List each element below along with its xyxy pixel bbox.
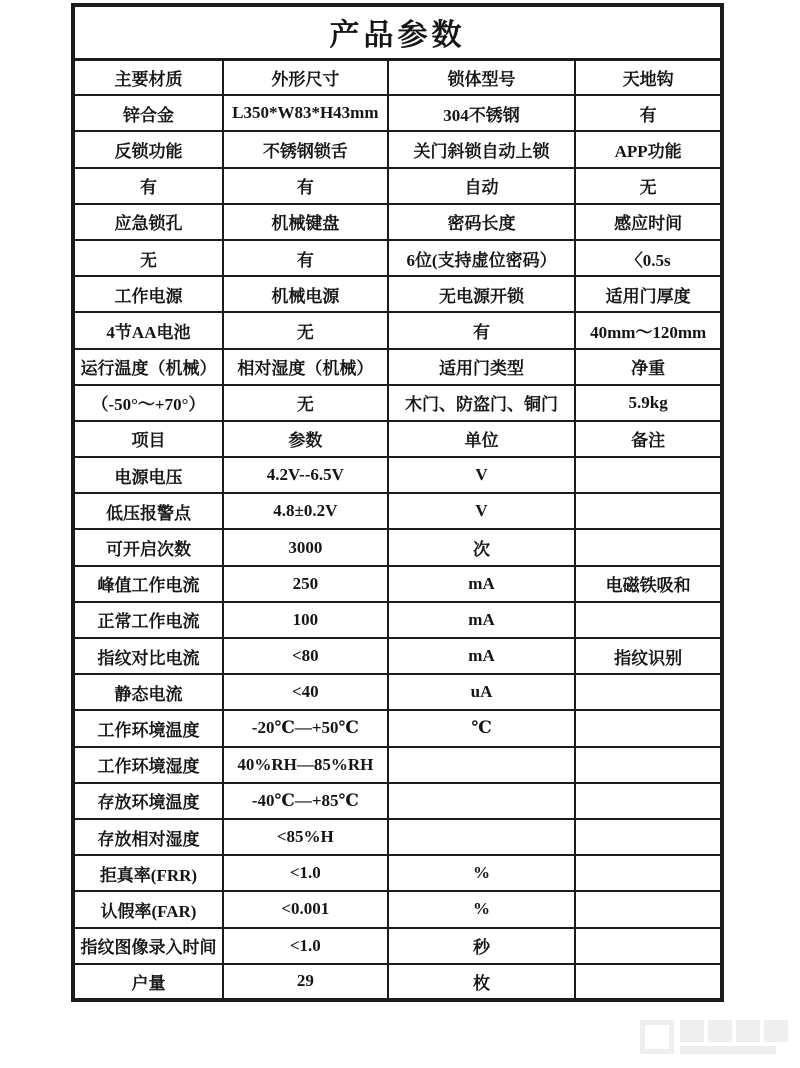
table-cell: mA [388,566,576,602]
table-cell: <1.0 [223,855,388,891]
table-cell: -20℃—+50℃ [223,710,388,746]
table-cell: （-50°～+70°） [73,385,223,421]
table-row [73,240,722,276]
table-cell: 运行温度（机械） [73,349,223,385]
table-cell: 关门斜锁自动上锁 [388,131,576,167]
watermark [640,1014,792,1060]
table-cell: 指纹识别 [575,638,722,674]
table-cell: <40 [223,674,388,710]
page-title: 产品参数 [73,5,722,59]
table-cell: <1.0 [223,928,388,964]
table-cell: 枚 [388,964,576,1000]
table-cell [575,710,722,746]
table-cell: mA [388,602,576,638]
table-cell [575,891,722,927]
table-cell: 304不锈钢 [388,95,576,131]
table-row [73,674,722,710]
table-cell [388,783,576,819]
table-row [73,204,722,240]
table-row [73,529,722,565]
table-row [73,819,722,855]
table-cell: 工作环境湿度 [73,747,223,783]
table-cell [575,747,722,783]
table-cell [575,928,722,964]
table-cell: 感应时间 [575,204,722,240]
table-cell: 有 [73,168,223,204]
table-cell: 有 [388,312,576,348]
table-cell: 4节AA电池 [73,312,223,348]
table-cell [575,819,722,855]
table-cell: 户量 [73,964,223,1000]
table-cell: 反锁功能 [73,131,223,167]
table-cell: 无 [575,168,722,204]
table-cell: <85%H [223,819,388,855]
table-row [73,385,722,421]
table-cell: 主要材质 [73,59,223,95]
table-row [73,928,722,964]
table-cell: 4.2V--6.5V [223,457,388,493]
table-cell: 正常工作电流 [73,602,223,638]
table-cell: 不锈钢锁舌 [223,131,388,167]
table-cell: 存放环境温度 [73,783,223,819]
table-cell [388,747,576,783]
table-cell: 相对湿度（机械） [223,349,388,385]
table-cell: V [388,457,576,493]
table-cell: 自动 [388,168,576,204]
table-cell: 无 [223,385,388,421]
table-row [73,964,722,1000]
table-cell: 适用门厚度 [575,276,722,312]
table-row [73,59,722,95]
table-cell: <0.001 [223,891,388,927]
table-cell: 3000 [223,529,388,565]
table-cell: 认假率(FAR) [73,891,223,927]
table-cell: 无 [223,312,388,348]
table-cell: L350*W83*H43mm [223,95,388,131]
table-row [73,312,722,348]
table-row [73,783,722,819]
table-cell: % [388,891,576,927]
product-params-table [71,3,724,1002]
table-cell: 无 [73,240,223,276]
table-cell: 指纹图像录入时间 [73,928,223,964]
table-cell [575,602,722,638]
table-cell [575,674,722,710]
table-cell: V [388,493,576,529]
table-cell: 无电源开锁 [388,276,576,312]
table-cell: 机械电源 [223,276,388,312]
table-cell: 峰值工作电流 [73,566,223,602]
watermark-text-shapes [680,1020,792,1054]
table-cell: 次 [388,529,576,565]
table-cell: 指纹对比电流 [73,638,223,674]
table-cell: <80 [223,638,388,674]
table-cell: 适用门类型 [388,349,576,385]
table-body [73,59,722,1000]
table-row [73,131,722,167]
table-cell: % [388,855,576,891]
table-cell: 可开启次数 [73,529,223,565]
table-cell: 参数 [223,421,388,457]
table-cell: 4.8±0.2V [223,493,388,529]
table-cell: 净重 [575,349,722,385]
table-cell: 100 [223,602,388,638]
table-row [73,891,722,927]
table-cell: 250 [223,566,388,602]
table-row [73,602,722,638]
table-row [73,638,722,674]
table-row [73,457,722,493]
table-row [73,421,722,457]
table-cell: 单位 [388,421,576,457]
table-cell: 工作电源 [73,276,223,312]
table-cell: 项目 [73,421,223,457]
table-cell: 5.9kg [575,385,722,421]
table-row [73,493,722,529]
table-row [73,276,722,312]
table-cell: mA [388,638,576,674]
table-cell: 外形尺寸 [223,59,388,95]
table-cell: 应急锁孔 [73,204,223,240]
table-cell [575,457,722,493]
table-cell: uA [388,674,576,710]
table-row [73,349,722,385]
table-cell [575,783,722,819]
table-cell: 电磁铁吸和 [575,566,722,602]
table-cell: 29 [223,964,388,1000]
table-cell: 〈0.5s [575,240,722,276]
table-row [73,566,722,602]
table-cell: ℃ [388,710,576,746]
table-cell: 天地钩 [575,59,722,95]
table-cell: 工作环境温度 [73,710,223,746]
table-cell [388,819,576,855]
table-cell [575,964,722,1000]
table-cell: 40mm～120mm [575,312,722,348]
table-row [73,168,722,204]
table-cell: 6位(支持虚位密码） [388,240,576,276]
table-cell: 静态电流 [73,674,223,710]
title-row [73,5,722,59]
table-row [73,710,722,746]
table-cell: 电源电压 [73,457,223,493]
table-cell: APP功能 [575,131,722,167]
table-cell: 机械键盘 [223,204,388,240]
table-cell: 拒真率(FRR) [73,855,223,891]
table-cell: 密码长度 [388,204,576,240]
table-row [73,747,722,783]
table-cell: 备注 [575,421,722,457]
table-row [73,95,722,131]
table-cell [575,855,722,891]
table-cell: 有 [223,168,388,204]
table-cell: -40℃—+85℃ [223,783,388,819]
table-row [73,855,722,891]
table-cell: 有 [223,240,388,276]
table-cell: 有 [575,95,722,131]
table-cell: 40%RH—85%RH [223,747,388,783]
table-cell: 木门、防盗门、铜门 [388,385,576,421]
table-cell [575,529,722,565]
table-cell: 存放相对湿度 [73,819,223,855]
watermark-logo-icon [640,1020,674,1054]
table-cell: 锌合金 [73,95,223,131]
table-cell: 秒 [388,928,576,964]
table-cell [575,493,722,529]
table-cell: 锁体型号 [388,59,576,95]
table-cell: 低压报警点 [73,493,223,529]
